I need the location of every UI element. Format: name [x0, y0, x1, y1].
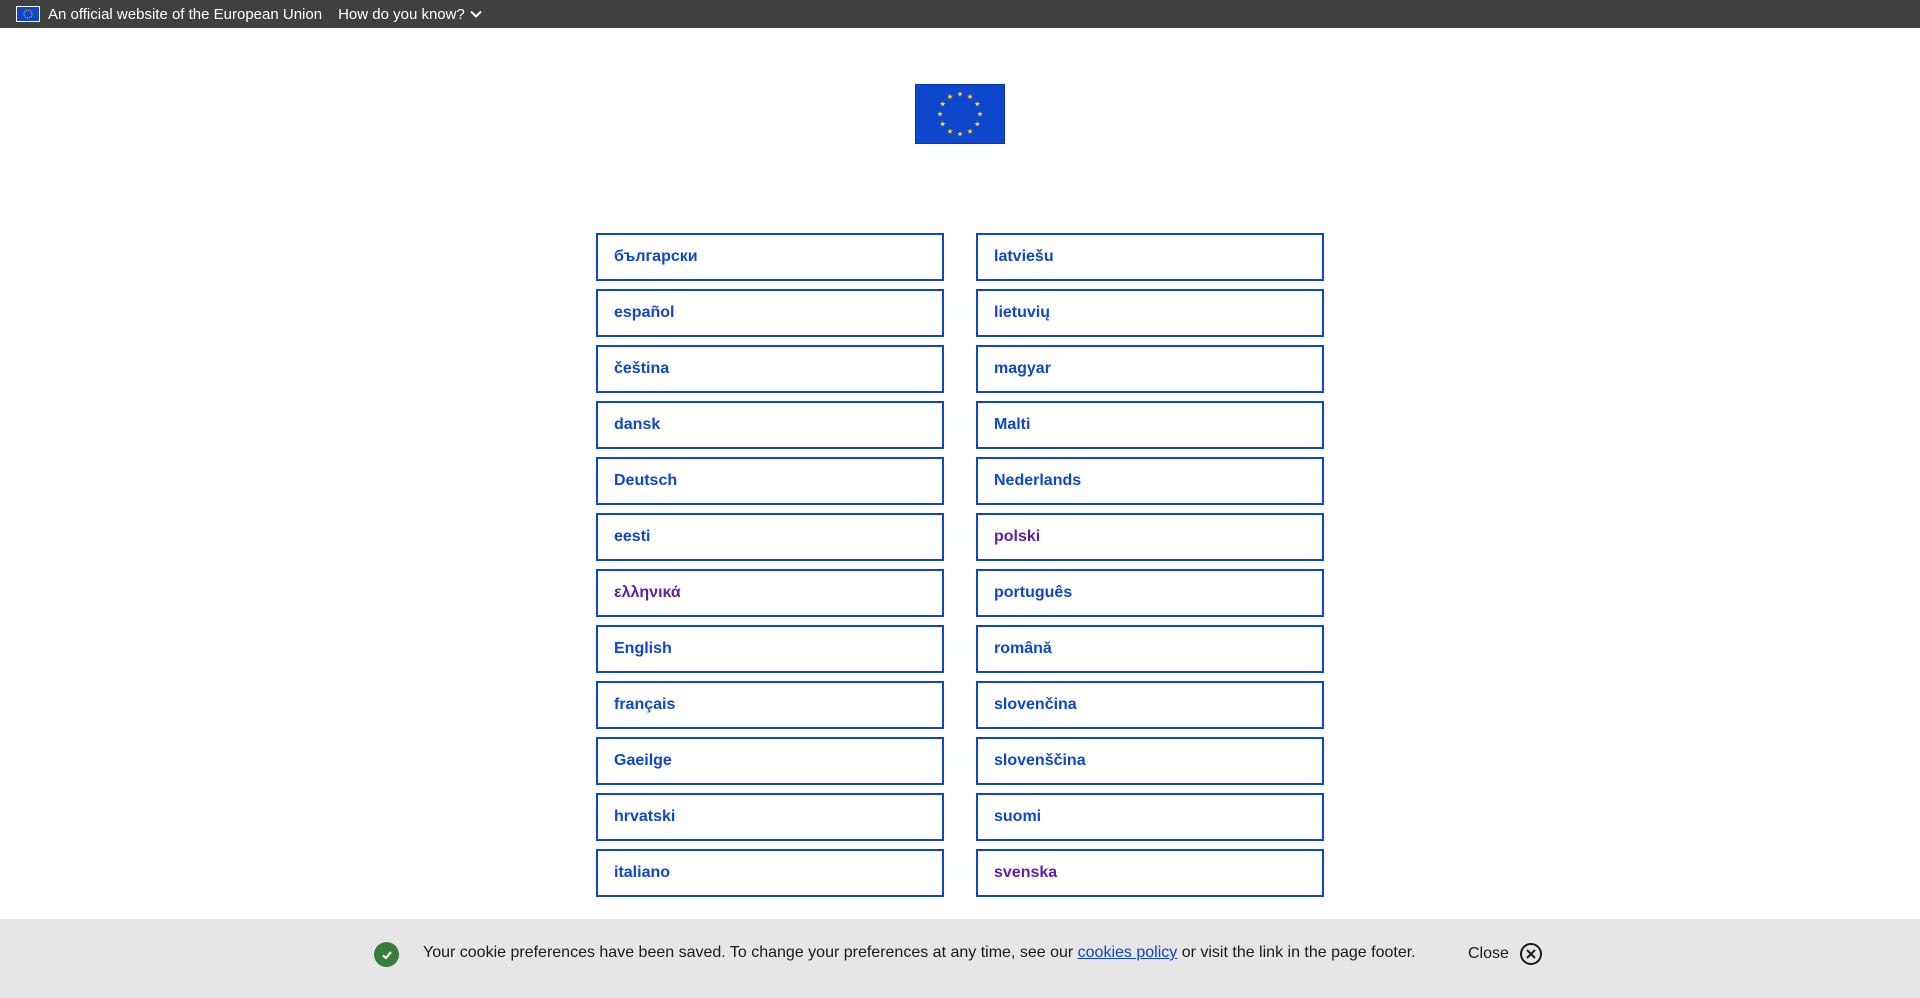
eu-star	[940, 101, 946, 106]
language-button[interactable]: hrvatski	[596, 793, 944, 841]
official-website-text: An official website of the European Union	[48, 5, 323, 23]
eu-star	[977, 111, 983, 116]
cookie-confirmation-banner	[0, 919, 1920, 998]
eu-star	[957, 131, 963, 136]
language-list-left	[596, 233, 944, 905]
cookie-message	[423, 944, 1416, 962]
language-button[interactable]: português	[976, 569, 1324, 617]
language-button[interactable]: français	[596, 681, 944, 729]
close-label: Close	[1468, 945, 1509, 962]
close-banner-button[interactable]	[1468, 942, 1543, 966]
language-button[interactable]: latviešu	[976, 233, 1324, 281]
eu-star	[937, 111, 943, 116]
eu-flag-mini-icon	[16, 6, 40, 22]
language-button[interactable]: čeština	[596, 345, 944, 393]
eu-flag-logo	[915, 84, 1005, 144]
language-button[interactable]: svenska	[976, 849, 1324, 897]
eu-star	[957, 91, 963, 96]
language-button[interactable]: Nederlands	[976, 457, 1324, 505]
language-list-right	[976, 233, 1324, 905]
cookie-message-text-after: or visit the link in the page footer.	[1177, 944, 1416, 961]
official-eu-banner	[0, 0, 1920, 28]
eu-star	[974, 101, 980, 106]
language-button[interactable]: Deutsch	[596, 457, 944, 505]
eu-star	[967, 128, 973, 133]
language-button[interactable]: español	[596, 289, 944, 337]
cookies-policy-link[interactable]: cookies policy	[1077, 944, 1178, 961]
language-button[interactable]: eesti	[596, 513, 944, 561]
cookie-message-text-before: Your cookie preferences have been saved. To change your preferences at any time, see our	[423, 944, 1078, 961]
check-circle-icon	[374, 942, 399, 967]
chevron-down-icon	[469, 7, 483, 21]
language-button[interactable]: suomi	[976, 793, 1324, 841]
language-button[interactable]: slovenčina	[976, 681, 1324, 729]
language-button[interactable]: English	[596, 625, 944, 673]
eu-star	[947, 94, 953, 99]
language-button[interactable]: polski	[976, 513, 1324, 561]
language-button[interactable]: română	[976, 625, 1324, 673]
language-button[interactable]: lietuvių	[976, 289, 1324, 337]
language-button[interactable]: magyar	[976, 345, 1324, 393]
eu-star	[947, 128, 953, 133]
eu-star	[967, 94, 973, 99]
how-do-you-know-label: How do you know?	[338, 5, 465, 23]
language-button[interactable]: italiano	[596, 849, 944, 897]
how-do-you-know-toggle[interactable]	[338, 6, 483, 23]
language-button[interactable]: slovenščina	[976, 737, 1324, 785]
language-button[interactable]: български	[596, 233, 944, 281]
language-button[interactable]: ελληνικά	[596, 569, 944, 617]
language-button[interactable]: dansk	[596, 401, 944, 449]
eu-star	[940, 121, 946, 126]
language-button[interactable]: Malti	[976, 401, 1324, 449]
eu-flag-icon	[916, 85, 1004, 143]
close-circle-icon	[1519, 942, 1543, 966]
language-button[interactable]: Gaeilge	[596, 737, 944, 785]
eu-star	[974, 121, 980, 126]
